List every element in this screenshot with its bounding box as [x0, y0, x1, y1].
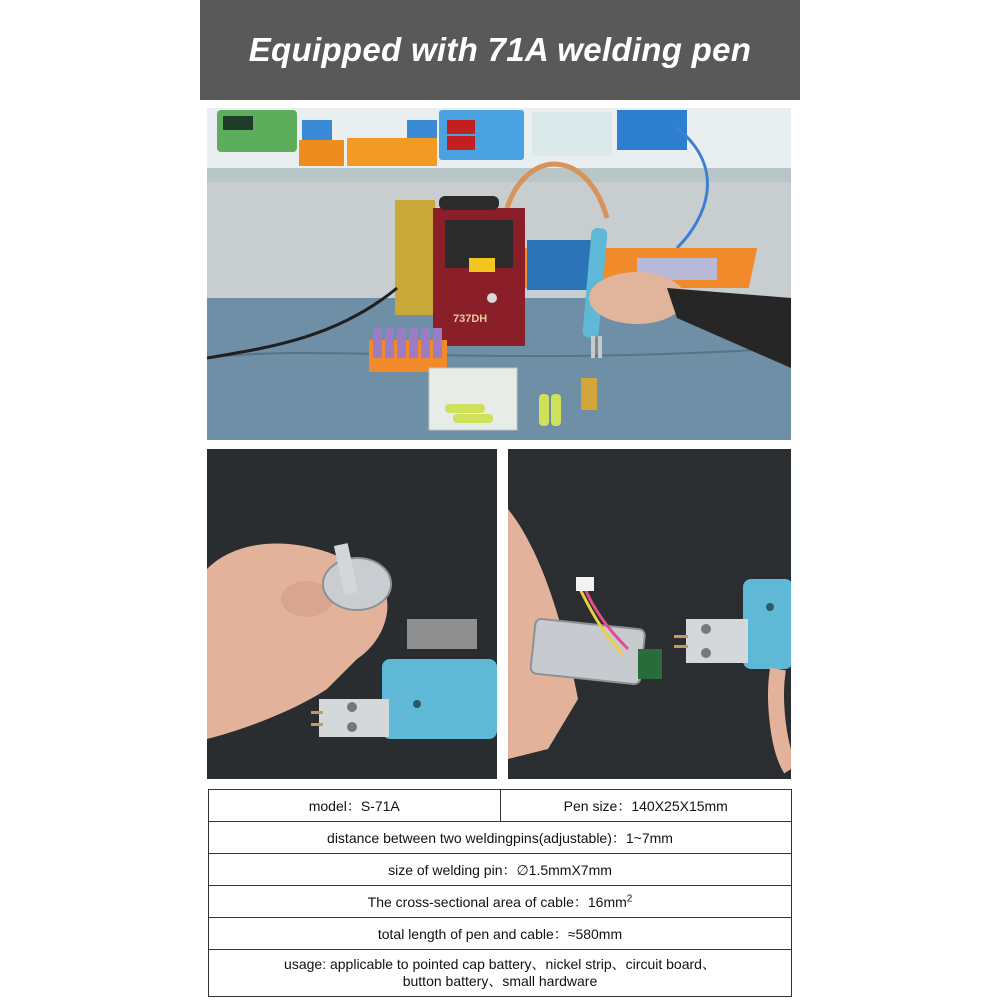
spec-usage-line2: button battery、small hardware — [402, 973, 598, 989]
spec-table — [208, 789, 792, 997]
spec-cable-area-cell — [209, 886, 792, 918]
spec-total-length: total length of pen and cable：≈580mm — [209, 918, 792, 950]
spec-row-cable-area — [209, 886, 792, 918]
spec-row-total-length — [209, 918, 792, 950]
spec-model: model：S-71A — [209, 790, 501, 822]
lipo-battery-photo — [508, 449, 791, 779]
spec-distance: distance between two weldingpins(adjustable)：1~7mm — [209, 822, 792, 854]
button-battery-illustration — [207, 449, 497, 779]
spec-row-model — [209, 790, 792, 822]
spec-cable-area-superscript: 2 — [626, 892, 633, 904]
spec-pen-size: Pen size：140X25X15mm — [500, 790, 792, 822]
spec-row-usage — [209, 950, 792, 997]
welding-machine-illustration — [207, 108, 791, 440]
welding-machine-photo — [207, 108, 791, 440]
button-battery-photo — [207, 449, 497, 779]
title-banner — [200, 0, 800, 100]
machine-label: 737DH — [453, 313, 488, 325]
spec-cable-area: The cross-sectional area of cable：16mm — [367, 893, 627, 910]
banner-title: Equipped with 71A welding pen — [248, 31, 752, 68]
spec-pin-size: size of welding pin：∅1.5mmX7mm — [209, 854, 792, 886]
spec-usage-line1: usage: applicable to pointed cap battery、nickel strip、circuit board、 — [284, 956, 716, 972]
spec-row-pin-size — [209, 854, 792, 886]
spec-usage-cell — [209, 950, 792, 997]
spec-row-distance — [209, 822, 792, 854]
lipo-battery-illustration — [508, 449, 791, 779]
